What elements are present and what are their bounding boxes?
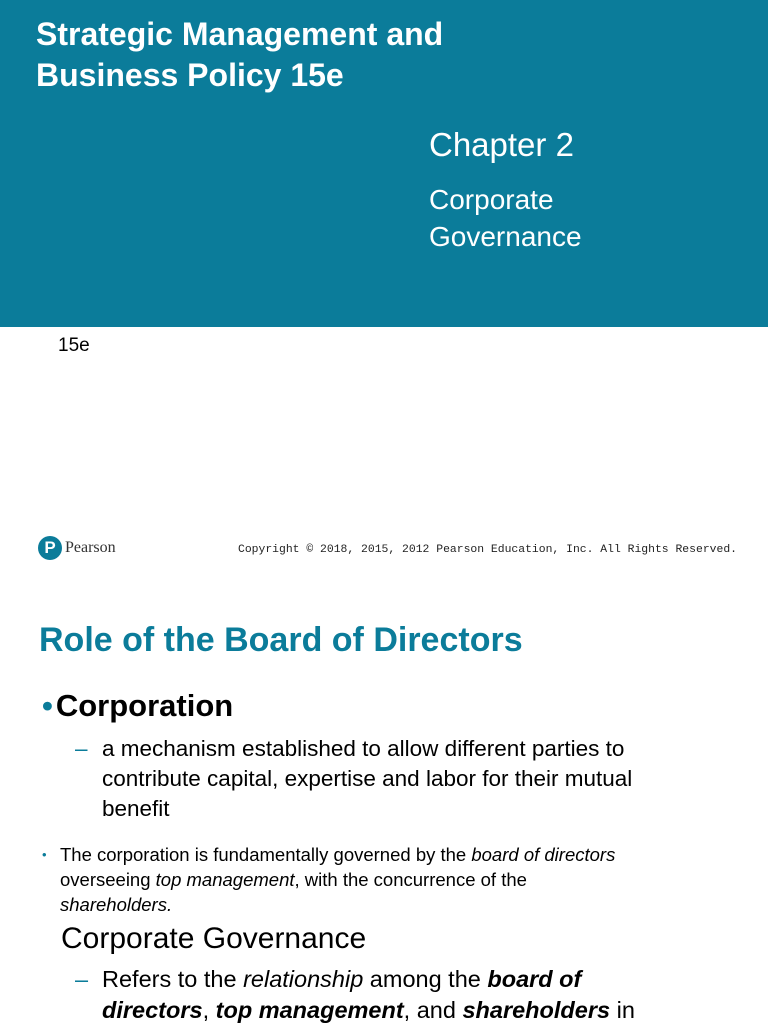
edition-label: 15e	[58, 335, 90, 356]
bullet-corporation: •Corporation	[42, 688, 234, 723]
dash-icon: –	[75, 966, 89, 992]
pearson-logo-text: Pearson	[65, 539, 116, 556]
slide-title: Role of the Board of Directors	[39, 621, 523, 659]
bullet-icon: •	[42, 688, 53, 723]
chapter-label: Chapter 2	[429, 126, 574, 163]
pearson-logo	[38, 535, 116, 561]
bullet-icon: •	[42, 847, 47, 862]
copyright-notice: Copyright © 2018, 2015, 2012 Pearson Education, Inc. All Rights Reserved.	[238, 544, 737, 556]
dash-icon: –	[75, 736, 88, 761]
corporate-governance-heading: Corporate Governance	[61, 922, 367, 955]
chapter-subtitle: Corporate Governance	[429, 184, 582, 252]
title-slide-banner	[0, 0, 768, 327]
book-title: Strategic Management and Business Policy 15e	[36, 16, 444, 93]
pearson-logo-icon: P	[38, 536, 62, 560]
